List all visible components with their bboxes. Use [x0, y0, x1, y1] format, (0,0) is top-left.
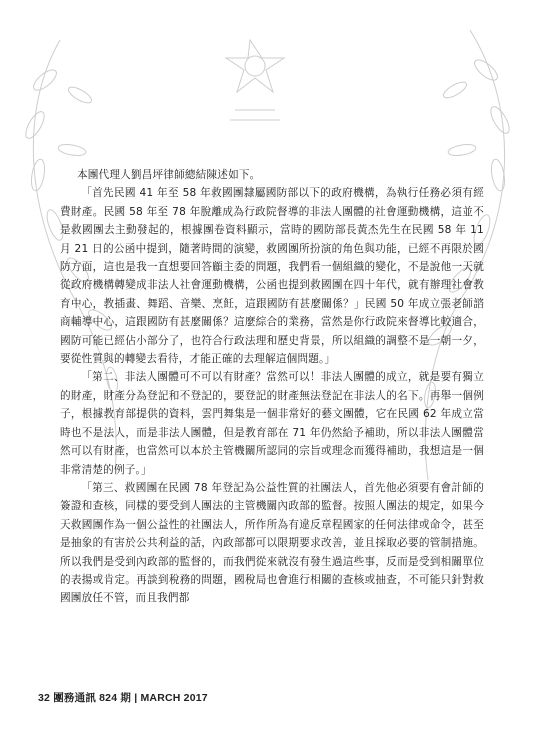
page-footer — [38, 690, 208, 705]
publication-name: 團務通訊 824 期 — [53, 692, 132, 704]
paragraph-first-point: 「首先民國 41 年至 58 年救國團隸屬國防部以下的政府機構，為執行任務必須有經費財產。民國 58 年至 78 年脫離成為行政院督導的非法人團體的社會運動機構，這並不是救國團去主動發起的，根據團卷資料顯示，當時的國防部長黃杰先生在民國 58 年 11 月 21 日的公函中提到，隨著時間的演變，救國團所扮演的角色與功能，已經不再限於國防方面，這也是我一直想要回答顧主委的問題，我們看一個組織的變化，不是說他一天就從政府機構轉變成非法人社會運動機構，公函也提到救國團在四十年代，就有辦理社會教育中心，教插畫、舞蹈、音樂、烹飪，這跟國防有甚麼關係？」民國 50 年成立張老師諮商輔導中心，這跟國防有甚麼關係？這麼綜合的業務，當然是你行政院來督導比較適合，國防可能已經佔小部分了，也符合行政法理和歷史背景，所以組織的調整不是一朝一夕，要從性質與的轉變去看待，才能正確的去理解這個問題。」 — [60, 187, 484, 366]
paragraph-second-point: 「第二、非法人團體可不可以有財產？當然可以！非法人團體的成立，就是要有獨立的財產，財產分為登記和不登記的，要登記的財產無法登記在非法人的名下。再舉一個例子，根據教育部提供的資料，雲門舞集是一個非常好的藝文團體，它在民國 62 年成立當時也不是法人，而是非法人團體，但是教育部在 71 年仍然給予補助，所以非法人團體當然可以有財產，也當然可以本於主管機關所認同的宗旨或理念而獲得補助，我想這是一個非常清楚的例子。」 — [60, 371, 484, 476]
intro-paragraph: 本團代理人劉昌坪律師總結陳述如下。 — [76, 169, 261, 181]
article-body — [60, 166, 484, 608]
issue-date: MARCH 2017 — [140, 692, 208, 704]
footer-separator: | — [134, 692, 138, 704]
paragraph-third-point: 「第三、救國團在民國 78 年登記為公益性質的社團法人，首先他必須要有會計師的簽證和查核，同樣的要受到人團法的主管機關內政部的監督。按照人團法的規定，如果今天救國團作為一個公益性的社團法人，所作所為有違反章程國家的任何法律或命令，甚至是抽象的有害於公共利益的話，內政部都可以限期要求改善，並且採取必要的管制措施。所以我們是受到內政部的監督的，而我們從來就沒有發生過這些事，反而是受到相關單位的表揚或肯定。再談到稅務的問題，國稅局也會進行相關的查核或抽查，不可能只針對救國團放任不管，而且我們都 — [60, 481, 484, 605]
page-number: 32 — [38, 692, 51, 704]
emblem-icon — [226, 40, 284, 120]
